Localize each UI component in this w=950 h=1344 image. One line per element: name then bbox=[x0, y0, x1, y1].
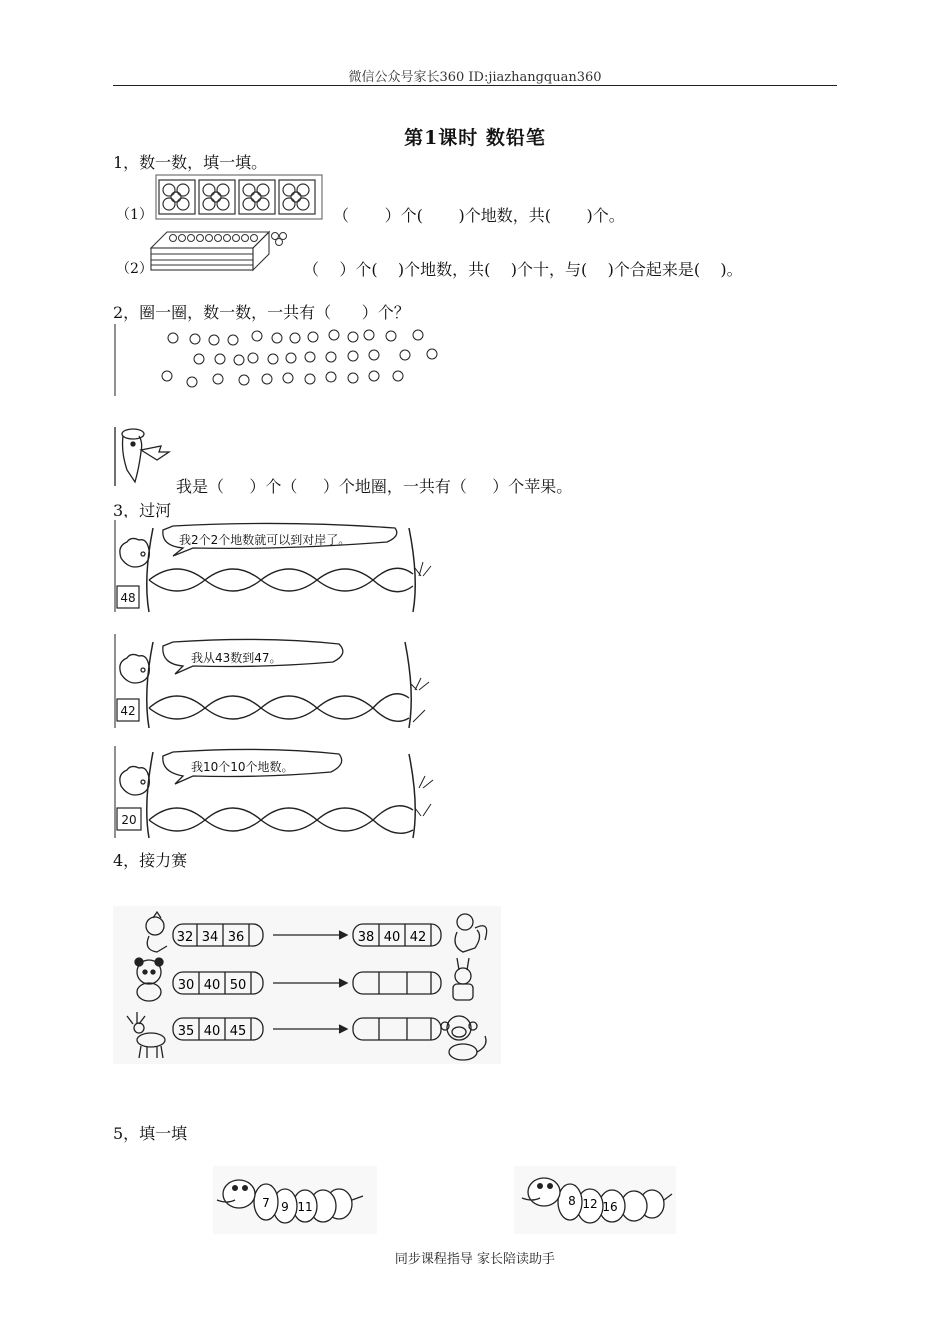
hedgehog-icon bbox=[120, 766, 149, 795]
start-number: 20 bbox=[121, 813, 137, 827]
baton-number: 40 bbox=[203, 1024, 221, 1039]
stepping-stones bbox=[149, 694, 409, 722]
page-footer: 同步课程指导 家长陪读助手 bbox=[394, 1252, 556, 1267]
baton-number: 42 bbox=[409, 930, 427, 945]
segment-number: 16 bbox=[602, 1200, 618, 1214]
baton-number: 35 bbox=[177, 1024, 195, 1039]
river-panel-2 bbox=[113, 632, 433, 730]
apple-icon bbox=[194, 349, 437, 365]
page-header: 微信公众号家长360 ID:jiazhangquan360 bbox=[348, 70, 602, 85]
baton-number: 34 bbox=[201, 930, 219, 945]
baton-number: 45 bbox=[229, 1024, 247, 1039]
start-number: 48 bbox=[120, 591, 136, 605]
apple-icon bbox=[162, 371, 403, 387]
start-number: 42 bbox=[120, 704, 136, 718]
stepping-stones bbox=[149, 568, 413, 592]
q1-part2-label: （2） bbox=[116, 261, 153, 277]
q2-heading: 2，圈一圈，数一数，一共有（ ）个？ bbox=[113, 303, 410, 322]
baton-number: 30 bbox=[177, 978, 195, 993]
river-panel-1 bbox=[113, 518, 433, 614]
q4-heading: 4，接力赛 bbox=[113, 851, 188, 870]
q2-sentence: 我是（ ）个（ ）个地圈，一共有（ ）个苹果。 bbox=[176, 477, 573, 496]
hedgehog-icon bbox=[120, 538, 149, 567]
apple-icon bbox=[168, 330, 423, 345]
caterpillar-1 bbox=[213, 1166, 377, 1234]
apples-figure bbox=[113, 322, 443, 398]
page-title: 第1课时 数铅笔 bbox=[404, 127, 546, 149]
stepping-stones bbox=[149, 806, 413, 834]
baton-number: 38 bbox=[357, 930, 375, 945]
relay-figure bbox=[113, 906, 501, 1064]
flower-icon bbox=[159, 180, 195, 214]
baton-number: 32 bbox=[176, 930, 194, 945]
speech-text: 我从43数到47。 bbox=[191, 651, 282, 665]
q5-heading: 5，填一填 bbox=[113, 1124, 188, 1143]
segment-number: 9 bbox=[281, 1200, 289, 1214]
caterpillar-head bbox=[223, 1180, 255, 1208]
q3-heading: 3，过河 bbox=[113, 501, 172, 520]
flower-icon bbox=[279, 180, 315, 214]
river-panel-3 bbox=[113, 744, 439, 840]
egg-crate-figure bbox=[147, 224, 297, 274]
flower-pots-figure bbox=[155, 172, 325, 222]
segment-number: 11 bbox=[297, 1200, 313, 1214]
segment-number: 8 bbox=[568, 1194, 576, 1208]
hedgehog-icon bbox=[120, 654, 149, 683]
caterpillar-2 bbox=[514, 1166, 676, 1234]
baton-number: 50 bbox=[229, 978, 247, 993]
speech-text: 我2个2个地数就可以到对岸了。 bbox=[179, 533, 351, 547]
grass-icon bbox=[415, 776, 433, 816]
q1-heading: 1，数一数，填一填。 bbox=[113, 153, 268, 172]
speech-text: 我10个10个地数。 bbox=[191, 760, 294, 774]
segment-number: 12 bbox=[582, 1197, 598, 1211]
flower-icon bbox=[199, 180, 235, 214]
flower-icon bbox=[239, 180, 275, 214]
baton-number: 40 bbox=[383, 930, 401, 945]
grass-icon bbox=[411, 678, 429, 722]
q1-part1-label: （1） bbox=[116, 207, 153, 223]
caterpillar-head bbox=[528, 1178, 560, 1206]
q1-part1-sentence: （ ）个( )个地数，共( )个。 bbox=[333, 206, 625, 225]
q1-part2-sentence: （ ）个( )个地数，共( )个十，与( )个合起来是( )。 bbox=[303, 260, 743, 279]
grass-icon bbox=[415, 562, 431, 576]
header-rule bbox=[113, 85, 837, 86]
segment-number: 7 bbox=[262, 1196, 270, 1210]
baton-number: 40 bbox=[203, 978, 221, 993]
baton-number: 36 bbox=[227, 930, 245, 945]
rabbit-character-icon bbox=[113, 422, 175, 488]
